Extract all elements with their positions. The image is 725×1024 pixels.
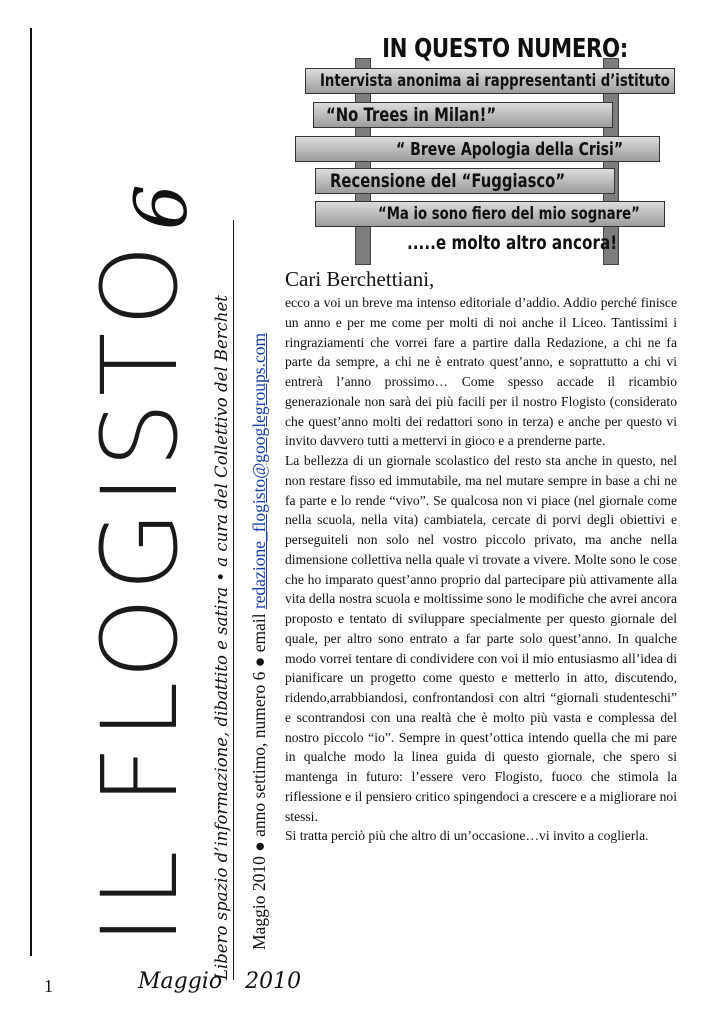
email-link[interactable]: redazione_flogisto@googlegroups.com — [249, 332, 269, 610]
editorial-paragraph-3: Si tratta perciò più che altro di un’occasione…vi invito a coglierla. — [285, 828, 649, 844]
contents-item-1[interactable]: Intervista anonima ai rappresentanti d’istituto — [305, 68, 675, 94]
page-number: 1 — [44, 976, 53, 996]
contents-item-2[interactable]: “No Trees in Milan!” — [313, 102, 613, 128]
subtitle-rule — [233, 220, 234, 980]
editorial-paragraph-1: ecco a voi un breve ma intenso editoriale d’addio. Addio perché finisce un anno e per me come per molti di noi anche il Liceo. Tantissimi i ringraziamenti che vorrei fare a partire dalla Redazione, a chi ne fa parte da sempre, a chi ne è entrato quest’anno, e soprattutto a chi vi entrerà l’anno prossimo… Come spesso accade il ricambio generazionale non sarà dei più facili per il nostro Flogisto (considerato che quest’anno molti dei redattori sono in terza) e anche per questo vi invito davvero tutti a mettervi in gioco e a prenderne parte. — [285, 295, 677, 449]
editorial-paragraph-2: La bellezza di un giornale scolastico del resto sta anche in questo, nel non restare fisso ed immutabile, ma nel mutare sempre in base a chi ne fa parte e lo rende “vivo”. Se qualcosa non vi piace (nel giornale come nella scuola, nella vita) cambiatela, cercate di porvi degli obiettivi e perseguiteli non solo nel vostro piccolo privato, ma anche nella dimensione collettiva nella quale vi trovate a vivere. Molte sono le cose che ho imparato quest’anno proprio dal partecipare più attivamente alla vita della nostra scuola e moltissime sono le modifiche che avrei ancora proposto e tentato di sviluppare specialmente per questo giornale del quale, per altro sono entrato a far parte solo quest’anno. In qualche modo vorrei tentare di condividere con voi il mio entusiasmo all’idea di pianificare un progetto come questo e metterlo in atto, discutendo, ridendo,arrabbiandosi, confrontandosi con altri “giornali studenteschi” e scontrandosi con una realtà che è molto più vasta e complessa del nostro piccolo “io”. Sempre in quest’ottica intendo quella che mi pare in qualche modo la linea guida di questo giornale, che spero si mantenga in futuro: l’essere vero Flogisto, fuoco che stimola la riflessione e il pensiero critico spingendoci a crescere e a migliorare noi stessi. — [285, 453, 677, 824]
editorial-greeting: Cari Berchettiani, — [285, 267, 435, 291]
page-border — [30, 28, 32, 956]
contents-footer: .....e molto altro ancora! — [407, 232, 618, 254]
footer-date: Maggio 2010 — [138, 969, 302, 994]
issue-info-text: Maggio 2010 ● anno settimo, numero 6 ● email — [249, 609, 269, 950]
contents-title: IN QUESTO NUMERO: — [382, 34, 628, 64]
contents-item-3[interactable]: “ Breve Apologia della Crisi” — [295, 136, 660, 162]
issue-number: 6 — [119, 184, 203, 230]
editorial-body — [285, 293, 677, 846]
masthead — [40, 70, 270, 980]
newspaper-subtitle: Libero spazio d’informazione, dibattito e satira • a cura del Collettivo del Berchet — [212, 295, 231, 980]
contents-item-5[interactable]: “Ma io sono fiero del mio sognare” — [315, 201, 665, 227]
contents-sign — [285, 28, 685, 264]
contents-item-4[interactable]: Recensione del “Fuggiasco” — [315, 168, 615, 194]
issue-info — [248, 333, 270, 950]
newspaper-title: IL FLOGISTO — [79, 238, 201, 945]
